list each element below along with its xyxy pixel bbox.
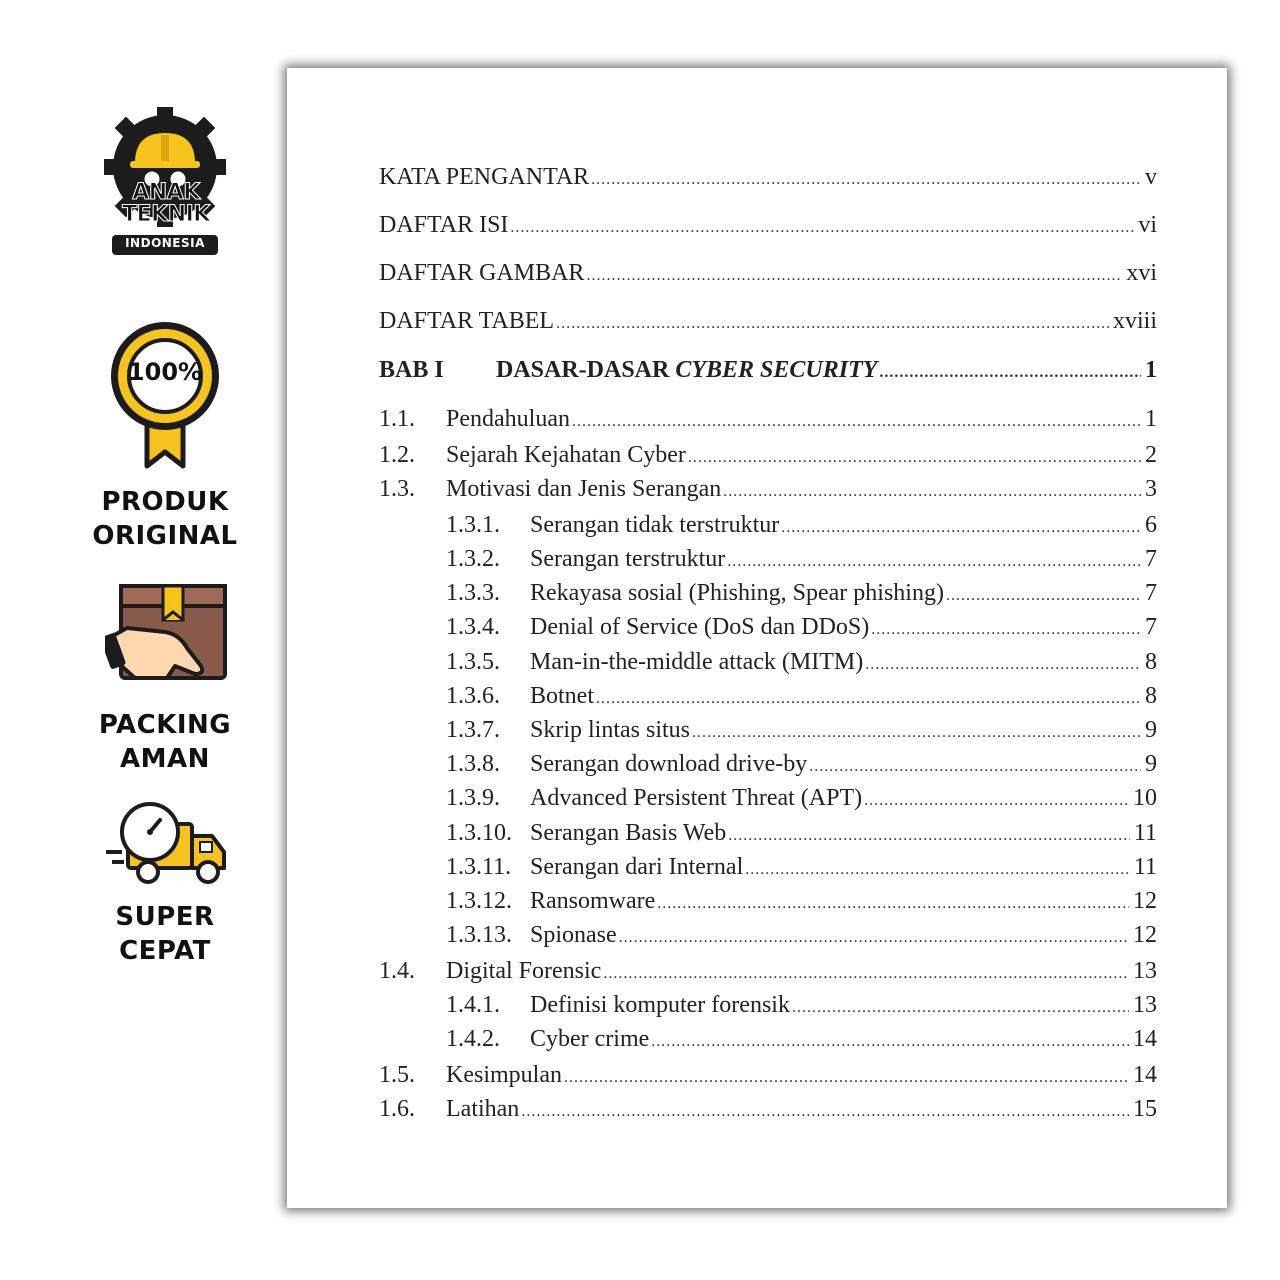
toc-subsection-row: 1.3.10. Serangan Basis Web ..... 11 <box>446 820 1157 852</box>
toc-section-row: 1.3. Motivasi dan Jenis Serangan ..... 3 <box>379 476 1157 508</box>
toc-subsection-row: 1.3.1. Serangan tidak terstruktur ..... 6 <box>446 512 1157 544</box>
toc-entry-daftar-gambar: DAFTAR GAMBAR ..... xvi <box>379 260 1157 292</box>
badge-fast-line2: CEPAT <box>119 936 211 966</box>
chapter-title-plain: DASAR-DASAR <box>496 357 676 383</box>
delivery-truck-icon <box>104 800 230 890</box>
toc-subsection-row: 1.3.12. Ransomware ..... 12 <box>446 888 1157 920</box>
toc-subsection-row: 1.3.11. Serangan dari Internal ..... 11 <box>446 854 1157 886</box>
brand-sidebar <box>0 0 330 1280</box>
toc-subsection-row: 1.4.1. Definisi komputer forensik ..... 13 <box>446 992 1157 1024</box>
toc-subsection-row: 1.3.13. Spionase ..... 12 <box>446 922 1157 954</box>
logo-text-teknik: TEKNIK <box>122 202 210 227</box>
badge-packing-line1: PACKING <box>98 710 232 740</box>
toc-subsection-row: 1.3.9. Advanced Persistent Threat (APT) ..... 10 <box>446 785 1157 817</box>
toc-section-row: 1.2. Sejarah Kejahatan Cyber ..... 2 <box>379 442 1157 474</box>
toc-section-row: 1.5. Kesimpulan ..... 14 <box>379 1062 1157 1094</box>
quality-seal-icon <box>105 318 225 470</box>
toc-section-row: 1.6. Latihan ..... 15 <box>379 1096 1157 1128</box>
toc-entry-daftar-tabel: DAFTAR TABEL ..... xviii <box>379 308 1157 340</box>
toc-subsection-row: 1.3.6. Botnet ..... 8 <box>446 683 1157 715</box>
package-hand-icon <box>105 582 230 694</box>
toc-chapter-bab-1: BAB I DASAR-DASAR CYBER SECURITY ..... 1 <box>379 357 1157 389</box>
chapter-title-italic: CYBER SECURITY <box>675 357 878 383</box>
toc-subsection-row: 1.3.5. Man-in-the-middle attack (MITM) ..... 8 <box>446 649 1157 681</box>
document-page <box>287 68 1227 1208</box>
badge-original-line1: PRODUK <box>101 487 229 517</box>
toc-section-row: 1.4. Digital Forensic ..... 13 <box>379 958 1157 990</box>
toc-subsection-row: 1.3.8. Serangan download drive-by ..... 9 <box>446 751 1157 783</box>
toc-subsection-row: 1.3.3. Rekayasa sosial (Phishing, Spear phishing) ..... 7 <box>446 580 1157 612</box>
badge-fast-line1: SUPER <box>115 902 215 932</box>
toc-subsection-row: 1.3.2. Serangan terstruktur ..... 7 <box>446 546 1157 578</box>
toc-entry-kata-pengantar: KATA PENGANTAR ..... v <box>379 164 1157 196</box>
badge-original-line2: ORIGINAL <box>92 521 238 551</box>
toc-entry-daftar-isi: DAFTAR ISI ..... vi <box>379 212 1157 244</box>
toc-subsection-row: 1.3.4. Denial of Service (DoS dan DDoS) ..... 7 <box>446 614 1157 646</box>
seal-text: 100% <box>127 358 203 386</box>
logo-text-indonesia: INDONESIA <box>125 236 205 250</box>
badge-packing-line2: AMAN <box>120 744 210 774</box>
toc-subsection-row: 1.3.7. Skrip lintas situs ..... 9 <box>446 717 1157 749</box>
toc-subsection-row: 1.4.2. Cyber crime ..... 14 <box>446 1026 1157 1058</box>
toc-section-row: 1.1. Pendahuluan ..... 1 <box>379 406 1157 438</box>
logo-text-anak: ANAK <box>132 180 200 205</box>
